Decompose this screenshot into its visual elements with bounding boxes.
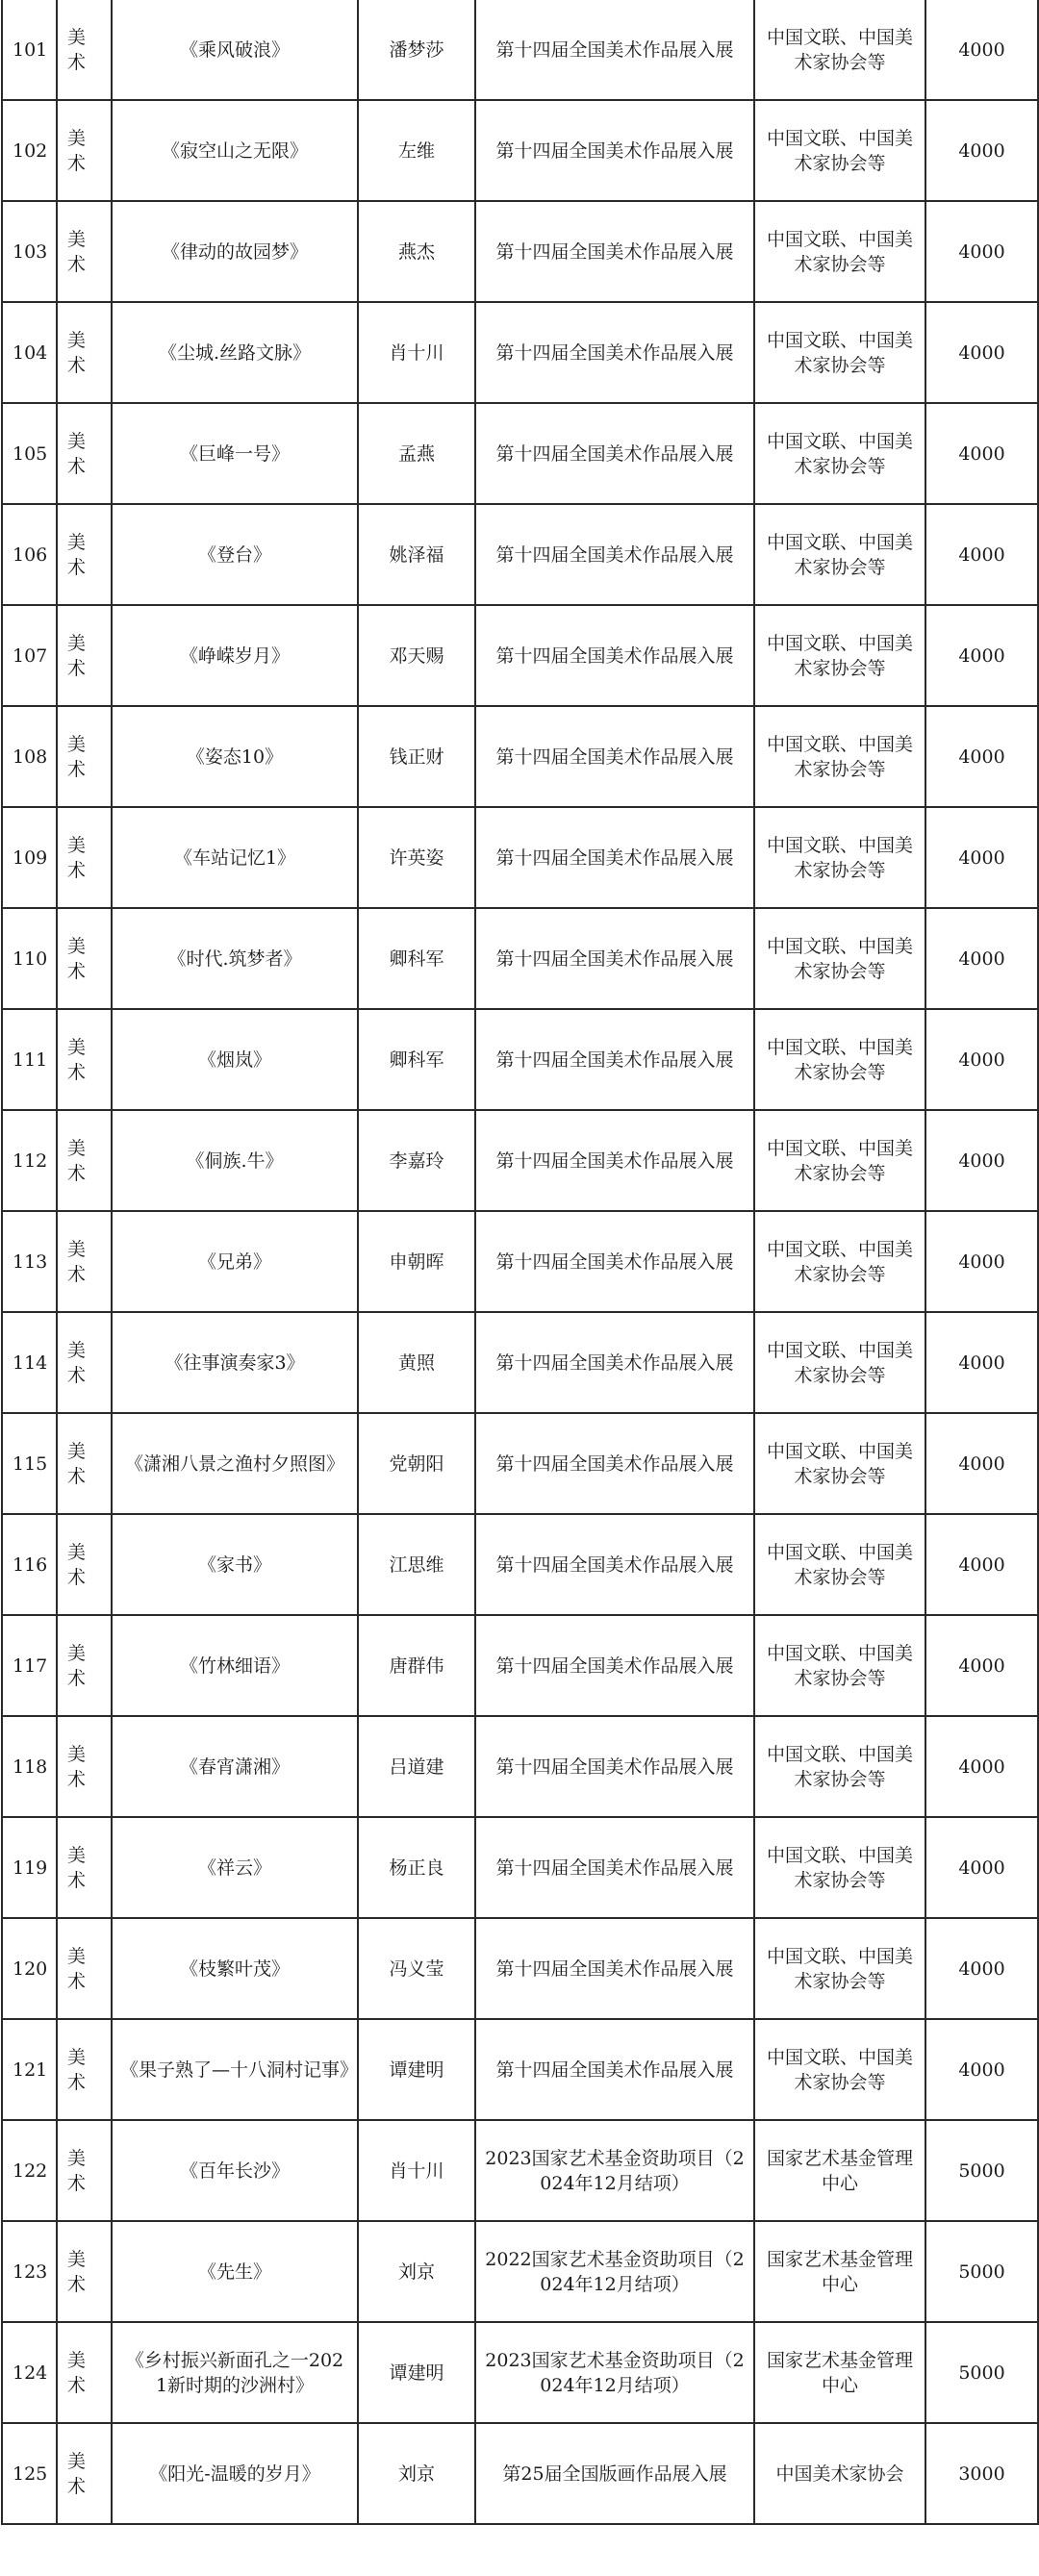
exhibition-cell: 第十四届全国美术作品展入展 bbox=[475, 1110, 754, 1211]
category-cell: 美术 bbox=[57, 1716, 112, 1817]
author-cell: 谭建明 bbox=[358, 2322, 475, 2423]
exhibition-cell: 第十四届全国美术作品展入展 bbox=[475, 1716, 754, 1817]
amount-cell: 5000 bbox=[925, 2120, 1038, 2221]
amount-cell: 4000 bbox=[925, 504, 1038, 605]
category-cell: 美术 bbox=[57, 403, 112, 504]
exhibition-cell: 2022国家艺术基金资助项目（2024年12月结项） bbox=[475, 2221, 754, 2322]
organizer-cell: 中国文联、中国美术家协会等 bbox=[754, 403, 925, 504]
work-title-cell: 《乘风破浪》 bbox=[112, 0, 358, 100]
exhibition-cell: 第十四届全国美术作品展入展 bbox=[475, 1312, 754, 1413]
work-title-cell: 《阳光-温暖的岁月》 bbox=[112, 2423, 358, 2524]
table-row bbox=[2, 403, 1038, 504]
exhibition-cell: 第十四届全国美术作品展入展 bbox=[475, 1817, 754, 1918]
organizer-cell: 中国文联、中国美术家协会等 bbox=[754, 1817, 925, 1918]
exhibition-cell: 2023国家艺术基金资助项目（2024年12月结项） bbox=[475, 2120, 754, 2221]
amount-cell: 4000 bbox=[925, 1211, 1038, 1312]
exhibition-cell: 第十四届全国美术作品展入展 bbox=[475, 1413, 754, 1514]
author-cell: 谭建明 bbox=[358, 2019, 475, 2120]
row-number: 106 bbox=[2, 504, 57, 605]
exhibition-cell: 第十四届全国美术作品展入展 bbox=[475, 504, 754, 605]
author-cell: 李嘉玲 bbox=[358, 1110, 475, 1211]
table-row bbox=[2, 807, 1038, 908]
row-number: 107 bbox=[2, 605, 57, 706]
work-title-cell: 《先生》 bbox=[112, 2221, 358, 2322]
author-cell: 姚泽福 bbox=[358, 504, 475, 605]
work-title-cell: 《车站记忆1》 bbox=[112, 807, 358, 908]
author-cell: 吕道建 bbox=[358, 1716, 475, 1817]
table-row bbox=[2, 2322, 1038, 2423]
row-number: 115 bbox=[2, 1413, 57, 1514]
organizer-cell: 中国文联、中国美术家协会等 bbox=[754, 908, 925, 1009]
author-cell: 钱正财 bbox=[358, 706, 475, 807]
amount-cell: 3000 bbox=[925, 2423, 1038, 2524]
organizer-cell: 国家艺术基金管理中心 bbox=[754, 2221, 925, 2322]
table-row bbox=[2, 2019, 1038, 2120]
amount-cell: 4000 bbox=[925, 0, 1038, 100]
row-number: 123 bbox=[2, 2221, 57, 2322]
author-cell: 杨正良 bbox=[358, 1817, 475, 1918]
author-cell: 燕杰 bbox=[358, 201, 475, 302]
work-title-cell: 《尘城.丝路文脉》 bbox=[112, 302, 358, 403]
amount-cell: 4000 bbox=[925, 302, 1038, 403]
work-title-cell: 《竹林细语》 bbox=[112, 1615, 358, 1716]
exhibition-cell: 第十四届全国美术作品展入展 bbox=[475, 201, 754, 302]
category-cell: 美术 bbox=[57, 2322, 112, 2423]
exhibition-cell: 第25届全国版画作品展入展 bbox=[475, 2423, 754, 2524]
row-number: 122 bbox=[2, 2120, 57, 2221]
category-cell: 美术 bbox=[57, 0, 112, 100]
amount-cell: 4000 bbox=[925, 1918, 1038, 2019]
author-cell: 冯义莹 bbox=[358, 1918, 475, 2019]
row-number: 104 bbox=[2, 302, 57, 403]
category-cell: 美术 bbox=[57, 1211, 112, 1312]
row-number: 114 bbox=[2, 1312, 57, 1413]
amount-cell: 4000 bbox=[925, 1817, 1038, 1918]
work-title-cell: 《烟岚》 bbox=[112, 1009, 358, 1110]
table-row bbox=[2, 1110, 1038, 1211]
work-title-cell: 《春宵潇湘》 bbox=[112, 1716, 358, 1817]
exhibition-cell: 2023国家艺术基金资助项目（2024年12月结项） bbox=[475, 2322, 754, 2423]
organizer-cell: 中国文联、中国美术家协会等 bbox=[754, 605, 925, 706]
work-title-cell: 《家书》 bbox=[112, 1514, 358, 1615]
row-number: 111 bbox=[2, 1009, 57, 1110]
organizer-cell: 中国文联、中国美术家协会等 bbox=[754, 1110, 925, 1211]
author-cell: 肖十川 bbox=[358, 2120, 475, 2221]
work-title-cell: 《果子熟了—十八洞村记事》 bbox=[112, 2019, 358, 2120]
work-title-cell: 《兄弟》 bbox=[112, 1211, 358, 1312]
author-cell: 刘京 bbox=[358, 2221, 475, 2322]
organizer-cell: 中国文联、中国美术家协会等 bbox=[754, 706, 925, 807]
amount-cell: 4000 bbox=[925, 807, 1038, 908]
category-cell: 美术 bbox=[57, 504, 112, 605]
amount-cell: 4000 bbox=[925, 1110, 1038, 1211]
category-cell: 美术 bbox=[57, 706, 112, 807]
row-number: 112 bbox=[2, 1110, 57, 1211]
amount-cell: 4000 bbox=[925, 201, 1038, 302]
organizer-cell: 中国文联、中国美术家协会等 bbox=[754, 1918, 925, 2019]
organizer-cell: 中国文联、中国美术家协会等 bbox=[754, 201, 925, 302]
row-number: 101 bbox=[2, 0, 57, 100]
work-title-cell: 《枝繁叶茂》 bbox=[112, 1918, 358, 2019]
organizer-cell: 中国文联、中国美术家协会等 bbox=[754, 302, 925, 403]
work-title-cell: 《巨峰一号》 bbox=[112, 403, 358, 504]
amount-cell: 4000 bbox=[925, 1009, 1038, 1110]
table-row bbox=[2, 1918, 1038, 2019]
exhibition-cell: 第十四届全国美术作品展入展 bbox=[475, 706, 754, 807]
work-title-cell: 《乡村振兴新面孔之一2021新时期的沙洲村》 bbox=[112, 2322, 358, 2423]
table-row bbox=[2, 201, 1038, 302]
row-number: 108 bbox=[2, 706, 57, 807]
row-number: 110 bbox=[2, 908, 57, 1009]
table-row bbox=[2, 706, 1038, 807]
organizer-cell: 中国文联、中国美术家协会等 bbox=[754, 1211, 925, 1312]
exhibition-cell: 第十四届全国美术作品展入展 bbox=[475, 100, 754, 201]
category-cell: 美术 bbox=[57, 605, 112, 706]
row-number: 116 bbox=[2, 1514, 57, 1615]
exhibition-cell: 第十四届全国美术作品展入展 bbox=[475, 1514, 754, 1615]
organizer-cell: 国家艺术基金管理中心 bbox=[754, 2322, 925, 2423]
work-title-cell: 《侗族.牛》 bbox=[112, 1110, 358, 1211]
category-cell: 美术 bbox=[57, 2019, 112, 2120]
organizer-cell: 中国文联、中国美术家协会等 bbox=[754, 1312, 925, 1413]
category-cell: 美术 bbox=[57, 1817, 112, 1918]
table-row bbox=[2, 2221, 1038, 2322]
exhibition-cell: 第十四届全国美术作品展入展 bbox=[475, 605, 754, 706]
organizer-cell: 中国文联、中国美术家协会等 bbox=[754, 100, 925, 201]
author-cell: 肖十川 bbox=[358, 302, 475, 403]
row-number: 118 bbox=[2, 1716, 57, 1817]
category-cell: 美术 bbox=[57, 100, 112, 201]
table-row bbox=[2, 2423, 1038, 2524]
amount-cell: 4000 bbox=[925, 2019, 1038, 2120]
exhibition-cell: 第十四届全国美术作品展入展 bbox=[475, 1615, 754, 1716]
row-number: 124 bbox=[2, 2322, 57, 2423]
row-number: 105 bbox=[2, 403, 57, 504]
author-cell: 党朝阳 bbox=[358, 1413, 475, 1514]
category-cell: 美术 bbox=[57, 1413, 112, 1514]
table-row bbox=[2, 504, 1038, 605]
organizer-cell: 中国文联、中国美术家协会等 bbox=[754, 2019, 925, 2120]
category-cell: 美术 bbox=[57, 2221, 112, 2322]
table-row bbox=[2, 1211, 1038, 1312]
category-cell: 美术 bbox=[57, 302, 112, 403]
table-row bbox=[2, 1615, 1038, 1716]
table-row bbox=[2, 908, 1038, 1009]
author-cell: 孟燕 bbox=[358, 403, 475, 504]
author-cell: 刘京 bbox=[358, 2423, 475, 2524]
amount-cell: 4000 bbox=[925, 1312, 1038, 1413]
exhibition-cell: 第十四届全国美术作品展入展 bbox=[475, 1918, 754, 2019]
work-title-cell: 《时代.筑梦者》 bbox=[112, 908, 358, 1009]
category-cell: 美术 bbox=[57, 1615, 112, 1716]
table-row bbox=[2, 0, 1038, 100]
exhibition-cell: 第十四届全国美术作品展入展 bbox=[475, 1009, 754, 1110]
work-title-cell: 《寂空山之无限》 bbox=[112, 100, 358, 201]
table-row bbox=[2, 302, 1038, 403]
category-cell: 美术 bbox=[57, 1514, 112, 1615]
row-number: 102 bbox=[2, 100, 57, 201]
category-cell: 美术 bbox=[57, 1009, 112, 1110]
organizer-cell: 中国文联、中国美术家协会等 bbox=[754, 1716, 925, 1817]
amount-cell: 4000 bbox=[925, 908, 1038, 1009]
organizer-cell: 中国美术家协会 bbox=[754, 2423, 925, 2524]
award-table bbox=[1, 0, 1039, 2525]
exhibition-cell: 第十四届全国美术作品展入展 bbox=[475, 1211, 754, 1312]
exhibition-cell: 第十四届全国美术作品展入展 bbox=[475, 807, 754, 908]
table-row bbox=[2, 1514, 1038, 1615]
author-cell: 许英姿 bbox=[358, 807, 475, 908]
author-cell: 江思维 bbox=[358, 1514, 475, 1615]
work-title-cell: 《潇湘八景之渔村夕照图》 bbox=[112, 1413, 358, 1514]
amount-cell: 4000 bbox=[925, 706, 1038, 807]
row-number: 117 bbox=[2, 1615, 57, 1716]
author-cell: 潘梦莎 bbox=[358, 0, 475, 100]
amount-cell: 5000 bbox=[925, 2322, 1038, 2423]
row-number: 119 bbox=[2, 1817, 57, 1918]
table-row bbox=[2, 1009, 1038, 1110]
author-cell: 邓天赐 bbox=[358, 605, 475, 706]
work-title-cell: 《百年长沙》 bbox=[112, 2120, 358, 2221]
author-cell: 申朝晖 bbox=[358, 1211, 475, 1312]
amount-cell: 4000 bbox=[925, 605, 1038, 706]
row-number: 109 bbox=[2, 807, 57, 908]
category-cell: 美术 bbox=[57, 1918, 112, 2019]
amount-cell: 4000 bbox=[925, 1716, 1038, 1817]
amount-cell: 4000 bbox=[925, 1615, 1038, 1716]
row-number: 120 bbox=[2, 1918, 57, 2019]
organizer-cell: 中国文联、中国美术家协会等 bbox=[754, 807, 925, 908]
table-row bbox=[2, 1817, 1038, 1918]
row-number: 103 bbox=[2, 201, 57, 302]
work-title-cell: 《登台》 bbox=[112, 504, 358, 605]
author-cell: 卿科军 bbox=[358, 1009, 475, 1110]
organizer-cell: 中国文联、中国美术家协会等 bbox=[754, 1514, 925, 1615]
author-cell: 唐群伟 bbox=[358, 1615, 475, 1716]
category-cell: 美术 bbox=[57, 807, 112, 908]
organizer-cell: 中国文联、中国美术家协会等 bbox=[754, 504, 925, 605]
category-cell: 美术 bbox=[57, 2120, 112, 2221]
organizer-cell: 国家艺术基金管理中心 bbox=[754, 2120, 925, 2221]
work-title-cell: 《峥嵘岁月》 bbox=[112, 605, 358, 706]
exhibition-cell: 第十四届全国美术作品展入展 bbox=[475, 302, 754, 403]
table-row bbox=[2, 1413, 1038, 1514]
category-cell: 美术 bbox=[57, 2423, 112, 2524]
table-row bbox=[2, 100, 1038, 201]
work-title-cell: 《祥云》 bbox=[112, 1817, 358, 1918]
category-cell: 美术 bbox=[57, 201, 112, 302]
author-cell: 黄照 bbox=[358, 1312, 475, 1413]
amount-cell: 4000 bbox=[925, 403, 1038, 504]
amount-cell: 4000 bbox=[925, 1514, 1038, 1615]
exhibition-cell: 第十四届全国美术作品展入展 bbox=[475, 403, 754, 504]
category-cell: 美术 bbox=[57, 1312, 112, 1413]
category-cell: 美术 bbox=[57, 908, 112, 1009]
exhibition-cell: 第十四届全国美术作品展入展 bbox=[475, 0, 754, 100]
work-title-cell: 《律动的故园梦》 bbox=[112, 201, 358, 302]
row-number: 121 bbox=[2, 2019, 57, 2120]
table-body bbox=[2, 0, 1038, 2524]
amount-cell: 4000 bbox=[925, 100, 1038, 201]
row-number: 113 bbox=[2, 1211, 57, 1312]
category-cell: 美术 bbox=[57, 1110, 112, 1211]
table-row bbox=[2, 2120, 1038, 2221]
table-row bbox=[2, 1716, 1038, 1817]
organizer-cell: 中国文联、中国美术家协会等 bbox=[754, 1009, 925, 1110]
organizer-cell: 中国文联、中国美术家协会等 bbox=[754, 1615, 925, 1716]
exhibition-cell: 第十四届全国美术作品展入展 bbox=[475, 908, 754, 1009]
organizer-cell: 中国文联、中国美术家协会等 bbox=[754, 0, 925, 100]
work-title-cell: 《往事演奏家3》 bbox=[112, 1312, 358, 1413]
amount-cell: 5000 bbox=[925, 2221, 1038, 2322]
organizer-cell: 中国文联、中国美术家协会等 bbox=[754, 1413, 925, 1514]
table-row bbox=[2, 1312, 1038, 1413]
table-row bbox=[2, 605, 1038, 706]
row-number: 125 bbox=[2, 2423, 57, 2524]
author-cell: 卿科军 bbox=[358, 908, 475, 1009]
work-title-cell: 《姿态10》 bbox=[112, 706, 358, 807]
exhibition-cell: 第十四届全国美术作品展入展 bbox=[475, 2019, 754, 2120]
author-cell: 左维 bbox=[358, 100, 475, 201]
amount-cell: 4000 bbox=[925, 1413, 1038, 1514]
